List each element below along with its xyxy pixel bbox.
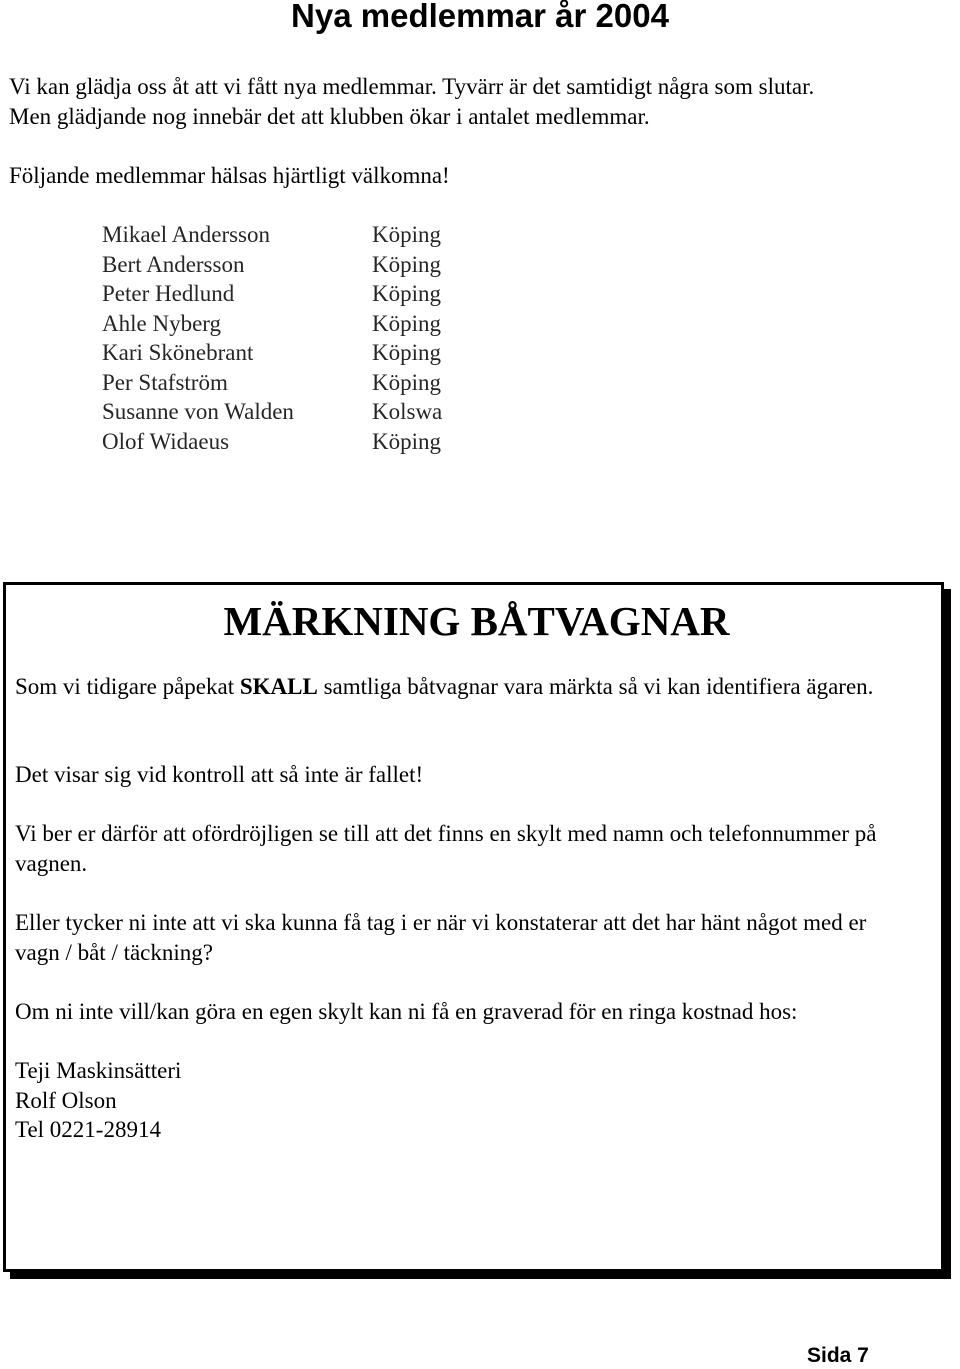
notice-paragraph: Eller tycker ni inte att vi ska kunna få tag i er när vi konstaterar att det har hänt något med er vagn / båt / täckning?	[15, 910, 867, 965]
contact-company: Teji Maskinsätteri	[15, 1058, 182, 1083]
member-town: Köping	[372, 222, 441, 247]
member-row	[102, 250, 572, 280]
contact-block	[15, 1056, 181, 1145]
notice-paragraph: Vi ber er därför att ofördröjligen se till att det finns en skylt med namn och telefonnummer på vagnen.	[15, 821, 877, 876]
member-town: Köping	[372, 310, 441, 336]
notice-heading: MÄRKNING BÅTVAGNAR	[223, 598, 730, 644]
member-row	[102, 220, 572, 250]
member-town: Kolswa	[372, 399, 443, 424]
contact-person: Rolf Olson	[15, 1087, 117, 1113]
member-town: Köping	[372, 251, 441, 277]
member-name: Olof Widaeus	[102, 428, 230, 454]
intro-line: Men glädjande nog innebär det att klubben ökar i antalet medlemmar.	[9, 103, 650, 129]
member-town: Köping	[372, 281, 441, 306]
member-town: Köping	[372, 428, 441, 454]
member-town: Köping	[372, 369, 441, 395]
member-name: Mikael Andersson	[102, 222, 271, 247]
notice-emphasis: SKALL	[239, 674, 318, 699]
contact-phone: Tel 0221-28914	[15, 1117, 161, 1142]
member-row	[102, 338, 572, 368]
member-row	[102, 397, 572, 427]
notice-paragraph: Det visar sig vid kontroll att så inte är fallet!	[15, 762, 424, 787]
notice-box	[3, 582, 944, 1272]
member-town: Köping	[372, 340, 441, 365]
member-name: Ahle Nyberg	[102, 310, 222, 336]
member-row	[102, 368, 572, 398]
notice-text: samtliga båtvagnar vara märkta så vi kan identifiera ägaren.	[317, 674, 874, 699]
notice-paragraph	[15, 672, 915, 702]
member-row	[102, 279, 572, 309]
member-name: Susanne von Walden	[102, 399, 294, 424]
member-name: Peter Hedlund	[102, 281, 235, 306]
member-list	[102, 220, 572, 456]
notice-paragraph: Om ni inte vill/kan göra en egen skylt kan ni få en graverad för en ringa kostnad hos:	[15, 999, 798, 1024]
welcome-text: Följande medlemmar hälsas hjärtligt välkomna!	[9, 163, 450, 188]
intro-paragraph	[9, 72, 949, 131]
intro-line: Vi kan glädja oss åt att vi fått nya medlemmar. Tyvärr är det samtidigt några som slutar.	[9, 74, 815, 99]
page-number: Sida 7	[807, 1344, 869, 1367]
member-name: Bert Andersson	[102, 251, 245, 277]
member-name: Per Stafström	[102, 369, 228, 395]
notice-text: Som vi tidigare påpekat	[15, 674, 240, 699]
page-title: Nya medlemmar år 2004	[291, 0, 669, 34]
member-name: Kari Skönebrant	[102, 340, 254, 365]
member-row	[102, 309, 572, 339]
member-row	[102, 427, 572, 457]
